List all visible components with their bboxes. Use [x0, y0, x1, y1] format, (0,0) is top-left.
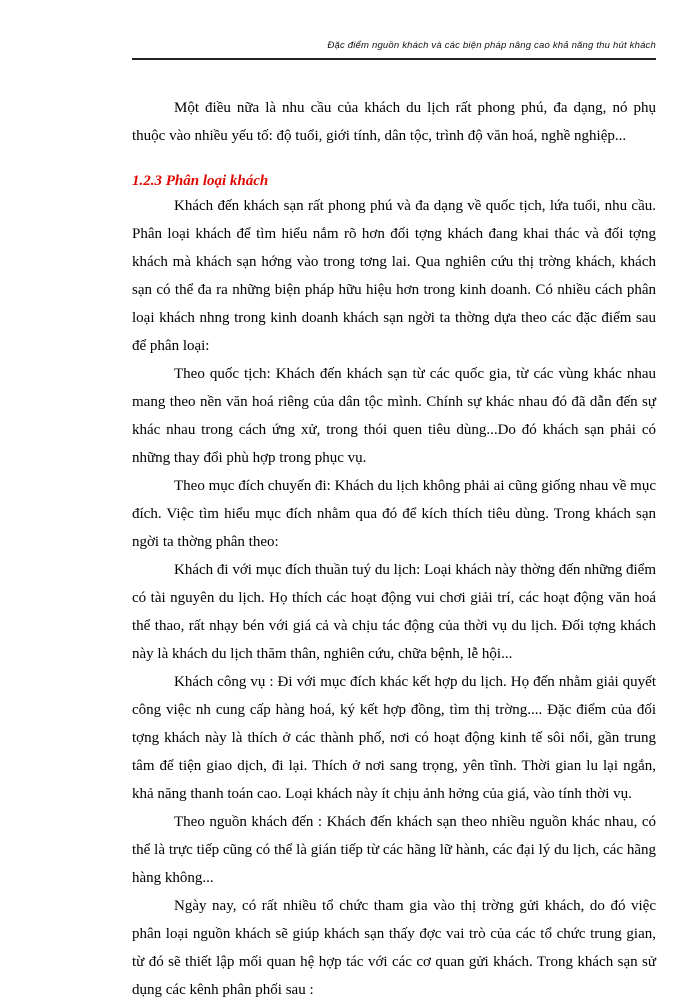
running-header: Đặc điểm nguồn khách và các biện pháp nâng cao khả năng thu hút khách — [327, 40, 656, 51]
intro-paragraph: Một điều nữa là nhu cầu của khách du lịch rất phong phú, đa dạng, nó phụ thuộc vào nhiều yếu tố: độ tuổi, giới tính, dân tộc, trình độ văn hoá, nghề nghiệp... — [132, 100, 656, 144]
body-paragraph-1: Khách đến khách sạn rất phong phú và đa dạng về quốc tịch, lứa tuổi, nhu cầu. Phân loại khách để tìm hiểu nắm rõ hơn đối tợng khách đang khai thác và đối tợng khách mà khách sạn hớng vào trong tơng lai. Qua nghiên cứu thị trờng khách, khách sạn có thể đa ra những biện pháp hữu hiệu hơn trong kinh doanh. Có nhiều cách phân loại khách nhng trong kinh doanh khách sạn ngời ta thờng dựa theo các đặc điểm sau để phân loại: — [132, 198, 656, 354]
body-paragraph-4: Khách đi với mục đích thuần tuý du lịch: Loại khách này thờng đến những điểm có tài nguyên du lịch. Họ thích các hoạt động vui chơi giải trí, các hoạt động văn hoá thể thao, rất nhạy bén với giá cả và chịu tác động của thời vụ du lịch. Đối tợng khách này là khách du lịch thăm thân, nghiên cứu, chữa bệnh, lễ hội... — [132, 562, 656, 662]
body-paragraph-6: Theo nguồn khách đến : Khách đến khách sạn theo nhiều nguồn khác nhau, có thể là trực tiếp cũng có thể là gián tiếp từ các hãng lữ hành, các đại lý du lịch, các hãng hàng không... — [132, 814, 656, 886]
document-body — [132, 94, 656, 1004]
body-paragraph-7: Ngày nay, có rất nhiều tổ chức tham gia vào thị trờng gửi khách, do đó việc phân loại nguồn khách sẽ giúp khách sạn thấy đợc vai trò của các tổ chức trung gian, từ đó sẽ thiết lập mối quan hệ hợp tác với các cơ quan gửi khách. Trong khách sạn sử dụng các kênh phân phối sau : — [132, 898, 656, 998]
body-paragraph-5: Khách công vụ : Đi với mục đích khác kết hợp du lịch. Họ đến nhằm giải quyết công việc nh cung cấp hàng hoá, ký kết hợp đồng, tìm thị trờng.... Đặc điểm của đối tợng khách này là thích ở các thành phố, nơi có hoạt động kinh tế sôi nổi, gần trung tâm để tiện giao dịch, đi lại. Thích ở nơi sang trọng, yên tĩnh. Thời gian lu lại ngắn, khả năng thanh toán cao. Loại khách này ít chịu ảnh hởng của giá, vào tính thời vụ. — [132, 674, 656, 802]
body-paragraph-2: Theo quốc tịch: Khách đến khách sạn từ các quốc gia, từ các vùng khác nhau mang theo nền văn hoá riêng của dân tộc mình. Chính sự khác nhau đó đã dẫn đến sự khác nhau trong cách ứng xử, trong thói quen tiêu dùng...Do đó khách sạn phải có những thay đổi phù hợp trong phục vụ. — [132, 366, 656, 466]
body-paragraph-3: Theo mục đích chuyến đi: Khách du lịch không phải ai cũng giống nhau về mục đích. Việc tìm hiểu mục đích nhằm qua đó để kích thích tiêu dùng. Trong khách sạn ngời ta thờng phân theo: — [132, 478, 656, 550]
header-divider — [132, 58, 656, 60]
section-heading: 1.2.3 Phân loại khách — [132, 173, 269, 189]
